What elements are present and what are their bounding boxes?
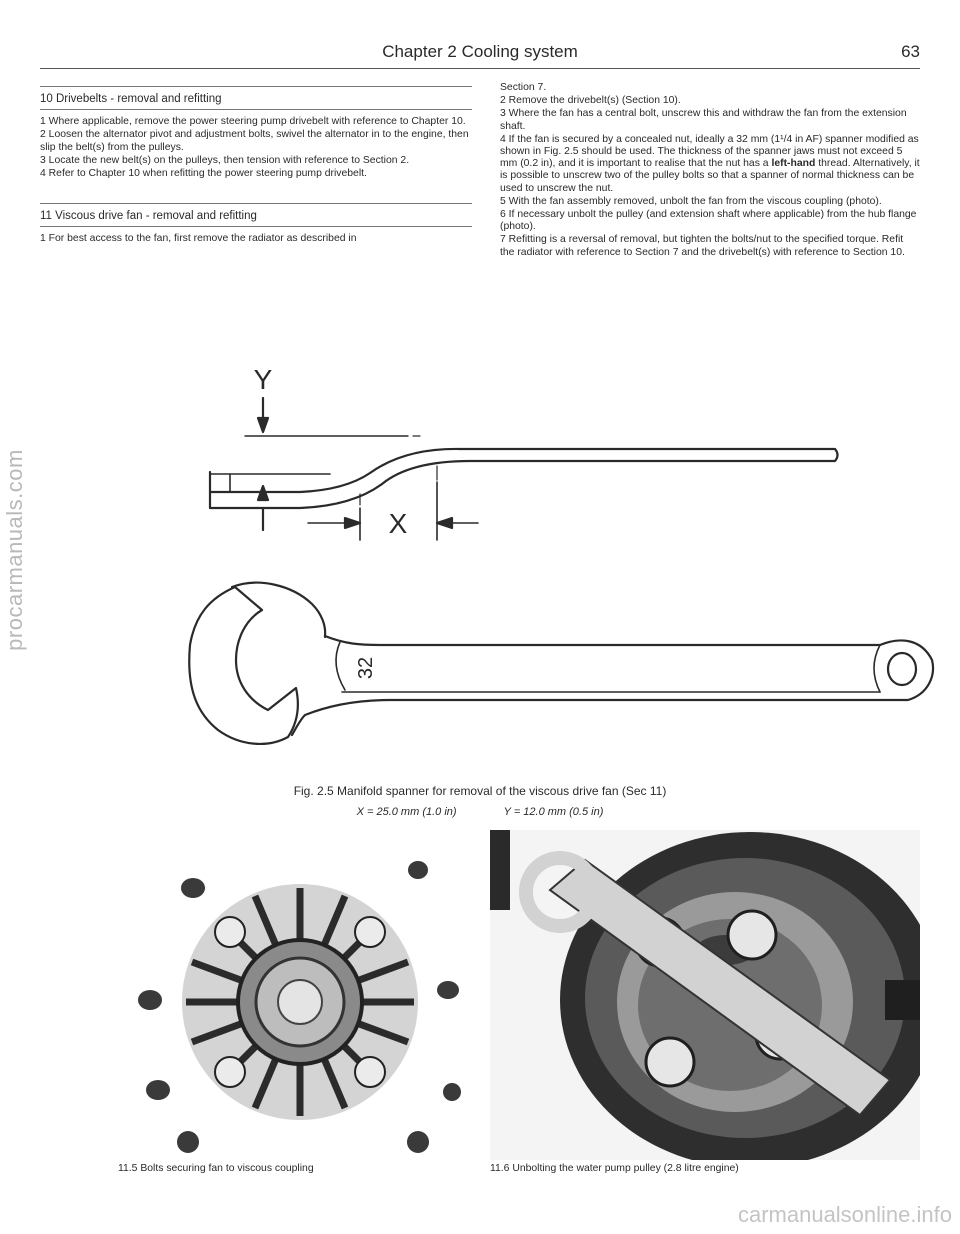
spanner-jaw — [189, 587, 298, 744]
x-label: X — [388, 508, 408, 539]
photo-water-pump-pulley — [490, 830, 920, 1160]
x-arrow-left — [437, 518, 452, 528]
page-number: 63 — [901, 42, 920, 61]
section-10-step-3: 3 Locate the new belt(s) on the pulleys, then tension with reference to Section 2. — [40, 154, 410, 166]
bottom-watermark: carmanualsonline.info — [737, 1202, 952, 1227]
pulley-illustration — [490, 830, 920, 1160]
section-10-step-1: 1 Where applicable, remove the power steering pump drivebelt with reference to Chapter 10. — [40, 116, 466, 128]
y-arrow-down — [258, 418, 268, 432]
section-10-step-2: 2 Loosen the alternator pivot and adjustment bolts, swivel the alternator in to the engine, then slip the belt(s) from the pulleys. — [40, 129, 469, 153]
section-11-step-5: 5 With the fan assembly removed, unbolt the fan from the viscous coupling (photo). — [500, 195, 882, 207]
dimension-x: X = 25.0 mm (1.0 in) — [356, 806, 457, 818]
photo-caption-11-6: 11.6 Unbolting the water pump pulley (2.8 litre engine) — [490, 1163, 739, 1174]
section-11-step-1: 1 For best access to the fan, first remove the radiator as described in — [40, 233, 357, 245]
y-label: Y — [253, 364, 273, 395]
left-hand-emphasis: left-hand — [771, 158, 816, 170]
section-11-heading: 11 Viscous drive fan - removal and refitting — [40, 203, 472, 227]
section-11-step-1-cont: Section 7. — [500, 82, 547, 93]
step-4-text-a: 4 If the fan is secured by a concealed nut, ideally a 32 mm (1¹/4 in AF) spanner modified as shown in Fig. 2.5 should be used. The thickness of the spanner jaws must not exceed 5 mm (0.2 in), and it is important to realise that the nut has a — [500, 133, 919, 170]
fan-coupling-illustration — [118, 830, 483, 1160]
x-arrow-right — [345, 518, 360, 528]
section-10-step-4: 4 Refer to Chapter 10 when refitting the power steering pump drivebelt. — [40, 168, 367, 180]
chapter-title: Chapter 2 Cooling system — [382, 42, 578, 61]
photo-caption-11-5: 11.5 Bolts securing fan to viscous coupling — [118, 1163, 314, 1174]
section-11-step-6: 6 If necessary unbolt the pulley (and extension shaft where applicable) from the hub flange (photo). — [500, 209, 917, 233]
side-watermark-text: procarmanuals.com — [2, 449, 27, 651]
y-arrow-up — [258, 486, 268, 500]
figure-dimensions — [40, 806, 920, 818]
section-11-step-7: 7 Refitting is a reversal of removal, but tighten the bolts/nut to the specified torque. Refit the radiator with reference to Section 7 and the drivebelt(s) with reference to Section 10. — [500, 234, 905, 258]
section-11-step-2: 2 Remove the drivebelt(s) (Section 10). — [500, 95, 681, 107]
section-10-heading: 10 Drivebelts - removal and refitting — [40, 86, 472, 110]
spanner-size-mark: 32 — [355, 656, 377, 680]
step-4-text-b: thread. Alternatively, it is possible to unscrew two of the pulley bolts so that a spanner of normal thickness can be used to unscrew the nut. — [500, 158, 920, 194]
dimension-y: Y = 12.0 mm (0.5 in) — [503, 806, 604, 818]
spanner-ring-hole — [888, 653, 916, 685]
spanner-side-profile — [210, 449, 838, 508]
photo-fan-coupling-bolts — [118, 830, 483, 1160]
section-11-step-3: 3 Where the fan has a central bolt, unscrew this and withdraw the fan from the extension shaft. — [500, 108, 907, 132]
figure-caption: Fig. 2.5 Manifold spanner for removal of the viscous drive fan (Sec 11) — [293, 784, 667, 798]
side-watermark — [2, 340, 28, 760]
